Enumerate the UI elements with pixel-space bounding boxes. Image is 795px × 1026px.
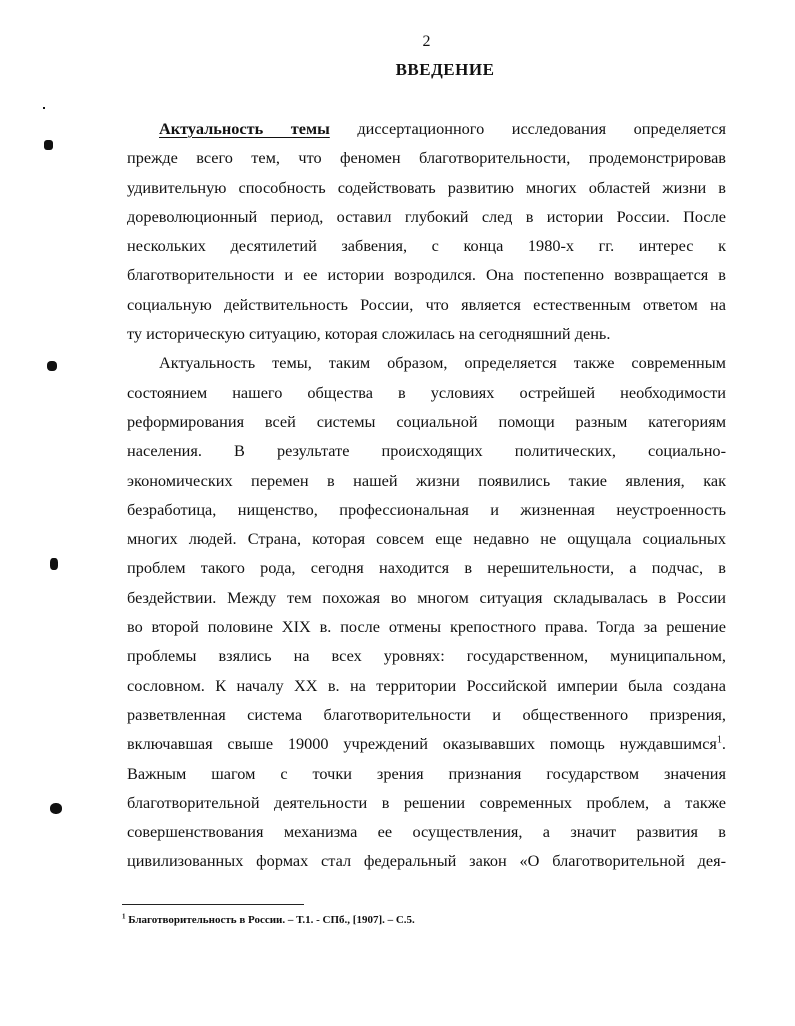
paragraph-1-line: дореволюционный период, оставил глубокий след в истории России. После: [127, 206, 726, 226]
lead-phrase: Актуальность темы: [159, 119, 330, 138]
paragraph-1-line-1-rest: диссертационного исследования определяется: [357, 119, 726, 138]
body-text: [127, 114, 726, 876]
paragraph-2-line: многих людей. Страна, которая совсем еще недавно не ощущала социальных: [127, 529, 726, 549]
paragraph-2-line: Важным шагом с точки зрения признания государством значения: [127, 763, 726, 783]
paragraph-2-line: цивилизованных формах стал федеральный закон «О благотворительной дея-: [127, 851, 726, 871]
footnote-text: Благотворительность в России. – Т.1. - СПб., [1907]. – С.5.: [128, 914, 415, 926]
paragraph-1-line: благотворительности и ее истории возродился. Она постепенно возвращается в: [127, 265, 726, 285]
paragraph-1-line: прежде всего тем, что феномен благотворительности, продемонстрировав: [127, 148, 726, 168]
paragraph-2-line: благотворительной деятельности в решении современных проблем, а также: [127, 792, 726, 812]
scan-mark: [43, 107, 45, 109]
paragraph-2-line: реформирования всей системы социальной помощи разным категориям: [127, 411, 726, 431]
footnote-reference-period: .: [721, 734, 726, 754]
paragraph-2-line: состоянием нашего общества в условиях острейшей необходимости: [127, 382, 726, 402]
scan-mark: [50, 803, 62, 814]
paragraph-1-line: удивительную способность содействовать развитию многих областей жизни в: [127, 177, 726, 197]
paragraph-2-line: сословном. К началу XX в. на территории Российской империи была создана: [127, 675, 726, 695]
footnote-marker: 1: [122, 912, 126, 921]
paragraph-2-line: проблем такого рода, сегодня находится в нерешительности, а подчас, в: [127, 558, 726, 578]
paragraph-2-line: бездействии. Между тем похожая во многом ситуация складывалась в России: [127, 587, 726, 607]
paragraph-2-line: во второй половине XIX в. после отмены крепостного права. Тогда за решение: [127, 617, 726, 637]
scan-mark: [47, 361, 57, 371]
paragraph-2-line: проблемы взялись на всех уровнях: государственном, муниципальном,: [127, 646, 726, 666]
footnote-reference[interactable]: 1: [716, 734, 722, 746]
paragraph-2-line: совершенствования механизма ее осуществления, а значит развития в: [127, 822, 726, 842]
scan-mark: [50, 558, 58, 570]
scan-mark: [44, 140, 53, 150]
footnote: [122, 914, 415, 926]
paragraph-1-line: нескольких десятилетий забвения, с конца 1980-х гг. интерес к: [127, 236, 726, 256]
paragraph-2-line-with-footnote: [127, 729, 726, 758]
paragraph-2-line: разветвленная система благотворительности и общественного призрения,: [127, 704, 726, 724]
paragraph-2-line: экономических перемен в нашей жизни появились такие явления, как: [127, 470, 726, 490]
paragraph-1-line: социальную действительность России, что является естественным ответом на: [127, 294, 726, 314]
paragraph-1-line: ту историческую ситуацию, которая сложилась на сегодняшний день.: [127, 324, 611, 344]
page-number: 2: [422, 33, 431, 50]
page-title: ВВЕДЕНИЕ: [395, 60, 495, 79]
paragraph-2-line: безработица, нищенство, профессиональная и жизненная неустроенность: [127, 499, 726, 519]
paragraph-1-line-1: [127, 114, 726, 143]
paragraph-2-line-text: включавшая свыше 19000 учреждений оказывавших помощь нуждавшимся: [127, 734, 717, 754]
paragraph-2-line: Актуальность темы, таким образом, определяется также современным: [159, 353, 726, 373]
footnote-divider: [122, 904, 304, 905]
paragraph-2-line: населения. В результате происходящих политических, социально-: [127, 441, 726, 461]
